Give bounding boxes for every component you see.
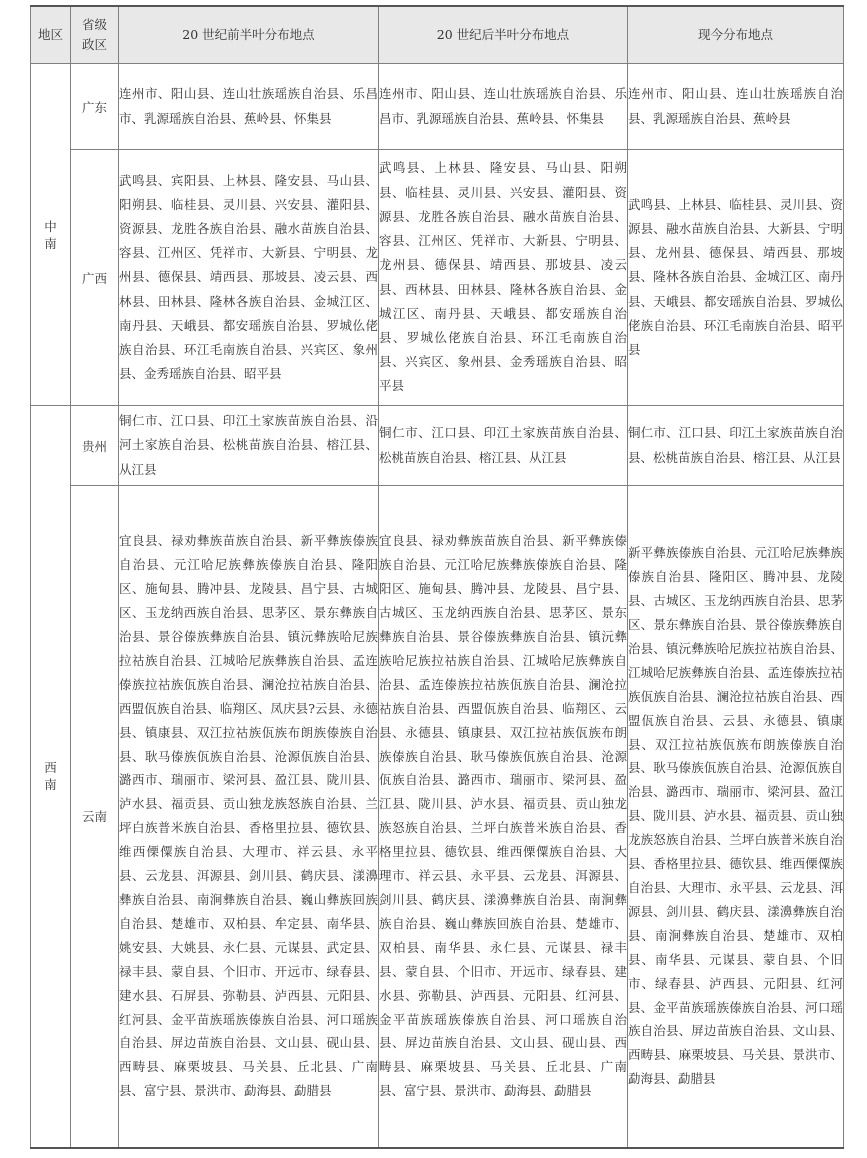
late-places-cell: 连州市、阳山县、连山壮族瑶族自治县、乐昌市、乳源瑶族自治县、蕉岭县、怀集县 xyxy=(379,64,628,150)
header-early-20th-century: 20 世纪前半叶分布地点 xyxy=(119,6,379,64)
province-cell: 贵州 xyxy=(71,406,119,486)
distribution-table xyxy=(30,5,844,1149)
current-places-cell: 连州市、阳山县、连山壮族瑶族自治县、乳源瑶族自治县、蕉岭县 xyxy=(628,64,844,150)
province-cell: 广西 xyxy=(71,150,119,406)
current-places-cell: 新平彝族傣族自治县、元江哈尼族彝族傣族自治县、隆阳区、腾冲县、龙陵县、古城区、玉龙纳西族自治县、思茅区、景东彝族自治县、景谷傣族彝族自治县、镇沅彝族哈尼族拉祜族自治县、江城哈尼族彝族自治县、孟连傣族拉祜族佤族自治县、澜沧拉祜族自治县、西盟佤族自治县、云县、永德县、镇康县、双江拉祜族佤族布朗族傣族自治县、耿马傣族佤族自治县、沧源佤族自治县、潞西市、瑞丽市、梁河县、盈江县、陇川县、泸水县、福贡县、贡山独龙族怒族自治县、兰坪白族普米族自治县、香格里拉县、德钦县、维西傈僳族自治县、大理市、永平县、云龙县、洱源县、剑川县、鹤庆县、漾濞彝族自治县、南涧彝族自治县、楚雄市、双柏县、南华县、元谋县、蒙自县、个旧市、绿春县、泸西县、元阳县、红河县、金平苗族瑶族傣族自治县、河口瑶族自治县、屏边苗族自治县、文山县、西畴县、麻栗坡县、马关县、景洪市、勐海县、勐腊县 xyxy=(628,486,844,1148)
header-region: 地区 xyxy=(31,6,71,64)
early-places-cell: 宜良县、禄劝彝族苗族自治县、新平彝族傣族自治县、元江哈尼族彝族傣族自治县、隆阳区、施甸县、腾冲县、龙陵县、昌宁县、古城区、玉龙纳西族自治县、思茅区、景东彝族自治县、景谷傣族彝族自治县、镇沅彝族哈尼族拉祜族自治县、江城哈尼族彝族自治县、孟连傣族拉祜族佤族自治县、澜沧拉祜族自治县、西盟佤族自治县、临翔区、凤庆县?云县、永德县、镇康县、双江拉祜族佤族布朗族傣族自治县、耿马傣族佤族自治县、沧源佤族自治县、潞西市、瑞丽市、梁河县、盈江县、陇川县、泸水县、福贡县、贡山独龙族怒族自治县、兰坪白族普米族自治县、香格里拉县、德钦县、维西傈僳族自治县、大理市、祥云县、永平县、云龙县、洱源县、剑川县、鹤庆县、漾濞彝族自治县、南涧彝族自治县、巍山彝族回族自治县、楚雄市、双柏县、牟定县、南华县、姚安县、大姚县、永仁县、元谋县、武定县、禄丰县、蒙自县、个旧市、开远市、绿春县、建水县、石屏县、弥勒县、泸西县、元阳县、红河县、金平苗族瑶族傣族自治县、河口瑶族自治县、屏边苗族自治县、文山县、砚山县、西畴县、麻栗坡县、马关县、丘北县、广南县、富宁县、景洪市、勐海县、勐腊县 xyxy=(119,486,379,1148)
early-places-cell: 铜仁市、江口县、印江土家族苗族自治县、沿河土家族自治县、松桃苗族自治县、榕江县、从江县 xyxy=(119,406,379,486)
current-places-cell: 铜仁市、江口县、印江土家族苗族自治县、松桃苗族自治县、榕江县、从江县 xyxy=(628,406,844,486)
table-row-guangxi xyxy=(31,150,844,406)
table-row-yunnan xyxy=(31,486,844,1148)
province-cell: 云南 xyxy=(71,486,119,1148)
header-late-20th-century: 20 世纪后半叶分布地点 xyxy=(379,6,628,64)
table-row-guizhou xyxy=(31,406,844,486)
late-places-cell: 武鸣县、上林县、隆安县、马山县、阳朔县、临桂县、灵川县、兴安县、灌阳县、资源县、龙胜各族自治县、融水苗族自治县、容县、江州区、凭祥市、大新县、宁明县、龙州县、德保县、靖西县、那坡县、凌云县、西林县、田林县、隆林各族自治县、金城江区、南丹县、天峨县、都安瑶族自治县、罗城仫佬族自治县、环江毛南族自治县、兴宾区、象州县、金秀瑶族自治县、昭平县 xyxy=(379,150,628,406)
header-province: 省级政区 xyxy=(71,6,119,64)
current-places-cell: 武鸣县、上林县、临桂县、灵川县、资源县、融水苗族自治县、大新县、宁明县、龙州县、德保县、靖西县、那坡县、隆林各族自治县、金城江区、南丹县、天峨县、都安瑶族自治县、罗城仫佬族自治县、环江毛南族自治县、昭平县 xyxy=(628,150,844,406)
region-zhongnan: 中南 xyxy=(31,64,71,406)
table-row-guangdong xyxy=(31,64,844,150)
late-places-cell: 宜良县、禄劝彝族苗族自治县、新平彝族傣族自治县、元江哈尼族彝族傣族自治县、隆阳区、施甸县、腾冲县、龙陵县、昌宁县、古城区、玉龙纳西族自治县、思茅区、景东彝族自治县、景谷傣族彝族自治县、镇沅彝族哈尼族拉祜族自治县、江城哈尼族彝族自治县、孟连傣族拉祜族佤族自治县、澜沧拉祜族自治县、西盟佤族自治县、临翔区、云县、永德县、镇康县、双江拉祜族佤族布朗族傣族自治县、耿马傣族佤族自治县、沧源佤族自治县、潞西市、瑞丽市、梁河县、盈江县、陇川县、泸水县、福贡县、贡山独龙族怒族自治县、兰坪白族普米族自治县、香格里拉县、德钦县、维西傈僳族自治县、大理市、祥云县、永平县、云龙县、洱源县、剑川县、鹤庆县、漾濞彝族自治县、南涧彝族自治县、巍山彝族回族自治县、楚雄市、双柏县、南华县、永仁县、元谋县、禄丰县、蒙自县、个旧市、开远市、绿春县、建水县、弥勒县、泸西县、元阳县、红河县、金平苗族瑶族傣族自治县、河口瑶族自治县、屏边苗族自治县、文山县、砚山县、西畴县、麻栗坡县、马关县、丘北县、广南县、富宁县、景洪市、勐海县、勐腊县 xyxy=(379,486,628,1148)
province-cell: 广东 xyxy=(71,64,119,150)
table-header xyxy=(31,6,844,64)
early-places-cell: 武鸣县、宾阳县、上林县、隆安县、马山县、阳朔县、临桂县、灵川县、兴安县、灌阳县、资源县、龙胜各族自治县、融水苗族自治县、容县、江州区、凭祥市、大新县、宁明县、龙州县、德保县、靖西县、那坡县、凌云县、西林县、田林县、隆林各族自治县、金城江区、南丹县、天峨县、都安瑶族自治县、罗城仫佬族自治县、环江毛南族自治县、兴宾区、象州县、金秀瑶族自治县、昭平县 xyxy=(119,150,379,406)
region-xinan: 西南 xyxy=(31,406,71,1148)
table-body xyxy=(31,64,844,1148)
late-places-cell: 铜仁市、江口县、印江土家族苗族自治县、松桃苗族自治县、榕江县、从江县 xyxy=(379,406,628,486)
early-places-cell: 连州市、阳山县、连山壮族瑶族自治县、乐昌市、乳源瑶族自治县、蕉岭县、怀集县 xyxy=(119,64,379,150)
header-current: 现今分布地点 xyxy=(628,6,844,64)
